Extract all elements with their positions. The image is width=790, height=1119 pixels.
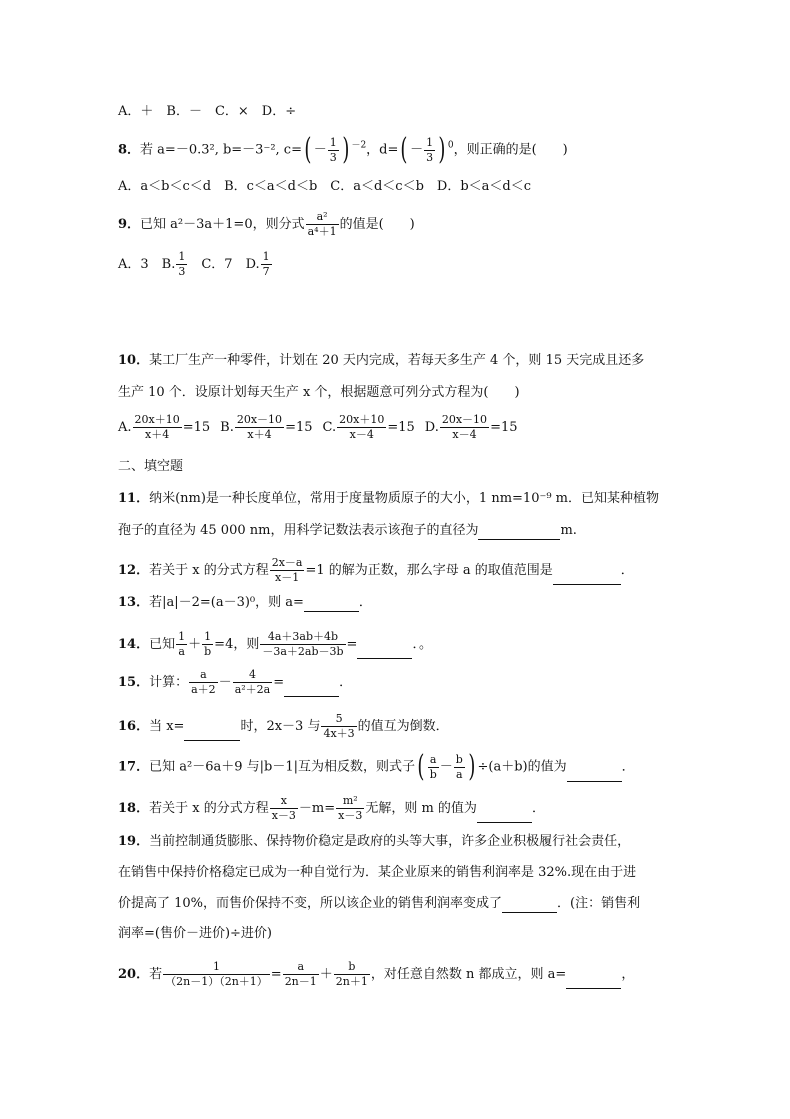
question-10-line2: 生产 10 个．设原计划每天生产 x 个，根据题意可列分式方程为( ) — [118, 385, 520, 400]
question-number: 16． — [118, 719, 150, 734]
minus-sign: － — [313, 142, 327, 158]
question-text: 纳米(nm)是一种长度单位，常用于度量物质原子的大小，1 nm=10⁻⁹ m．已知某种植物 — [149, 491, 660, 506]
question-suffix: m. — [560, 523, 577, 538]
question-text: 若关于 x 的分式方程 — [149, 563, 269, 578]
right-paren: ) — [438, 132, 446, 167]
fraction: $\frac{a}{2n-1}$ — [284, 960, 317, 988]
question-suffix: 的值互为倒数． — [357, 719, 449, 734]
fraction: $\frac{20x+10}{x+4}$ — [134, 413, 180, 441]
equals-sign: = — [346, 637, 358, 652]
answer-blank — [553, 570, 621, 585]
question-text: 计算： — [149, 675, 189, 690]
question-suffix: ．。 — [412, 637, 432, 652]
question-text: 若关于 x 的分式方程 — [149, 801, 269, 816]
answer-blank — [502, 898, 557, 913]
question-number: 19． — [118, 834, 150, 849]
minus-sign: － — [218, 675, 232, 690]
question-text: 当前控制通货膨胀、保持物价稳定是政府的头等大事，许多企业积极履行社会责任， — [149, 834, 631, 849]
question-11-line1 — [118, 490, 659, 508]
question-suffix: ，则正确的是( ) — [453, 142, 568, 158]
question-20 — [118, 960, 634, 989]
equals-sign: = — [270, 967, 282, 982]
minus-sign: － — [410, 142, 424, 158]
question-number: 10． — [118, 353, 150, 368]
fraction-b: $\frac{1}{3}$ — [178, 250, 186, 278]
question-text: 价提高了 10%，而售价保持不变，所以该企业的销售利润率变成了 — [118, 896, 503, 911]
fraction: $\frac{b}{a}$ — [455, 752, 463, 781]
question-text: ，对任意自然数 n 都成立，则 a= — [370, 967, 567, 982]
answer-blank — [566, 974, 621, 989]
question-text: =4，则 — [214, 637, 260, 652]
fraction: $\frac{b}{2n+1}$ — [335, 960, 368, 988]
question-text: 已知 a²－6a＋9 与|b－1|互为相反数，则式子 — [149, 759, 415, 775]
question-text: ÷(a＋b)的值为 — [477, 759, 567, 775]
question-number: 17． — [118, 759, 150, 775]
question-text: 无解，则 m 的值为 — [365, 801, 477, 816]
q8-options: A．a＜b＜c＜d B．c＜a＜d＜b C．a＜d＜c＜b D．b＜a＜d＜c — [118, 179, 532, 194]
equals-sign: = — [273, 675, 285, 690]
fraction-d: $\frac{1}{3}$ — [426, 135, 434, 164]
question-suffix: ． — [531, 801, 545, 816]
question-10-line1 — [118, 352, 644, 370]
question-suffix: ． — [358, 595, 372, 610]
question-text: －m= — [298, 801, 336, 816]
question-number: 20． — [118, 967, 150, 982]
option-rhs: =15 — [182, 420, 211, 435]
question-text: 某工厂生产一种零件，计划在 20 天内完成，若每天多生产 4 个，则 15 天完成且还多 — [149, 353, 645, 368]
minus-sign: － — [439, 759, 453, 775]
left-paren: ( — [304, 132, 312, 167]
question-suffix: ． — [621, 759, 635, 775]
question-text: 若|a|－2=(a－3)⁰，则 a= — [149, 595, 304, 610]
section-heading: 二、填空题 — [118, 459, 184, 474]
question-number: 14． — [118, 637, 150, 652]
option-label: A. — [118, 420, 132, 435]
answer-blank — [304, 597, 359, 612]
answer-blank — [477, 808, 532, 823]
question-17 — [118, 749, 635, 784]
question-number: 8． — [118, 142, 141, 158]
question-number: 15． — [118, 675, 150, 690]
question-9 — [118, 210, 415, 239]
question-text: 若 — [149, 967, 163, 982]
question-text: 已知 — [149, 637, 176, 652]
fraction: $\frac{20x-10}{x+4}$ — [236, 413, 283, 441]
fraction: $\frac{\text{a²}}{\text{a⁴＋1}}$ — [307, 210, 337, 238]
question-text: ．(注：销售利 — [557, 896, 641, 911]
question-text: 若 a=－0.3², b=－3⁻², c= — [140, 142, 302, 158]
fraction: $\frac{1}{b}$ — [204, 630, 212, 658]
answer-blank — [357, 644, 412, 659]
question-text: 时，2x－3 与 — [240, 719, 321, 734]
question-suffix: ． — [339, 675, 353, 690]
question-15 — [118, 668, 352, 697]
question-suffix: ． — [620, 563, 634, 578]
fraction: $\frac{2x-a}{x-1}$ — [271, 556, 303, 584]
fraction: $\frac{x}{x-3}$ — [271, 794, 296, 822]
exponent: 0 — [447, 140, 454, 151]
plus-sign: ＋ — [188, 637, 202, 652]
fraction: $\frac{20x+10}{x-4}$ — [339, 413, 385, 441]
option-c: C．7 D. — [188, 257, 260, 272]
fraction: $\frac{a}{a+2}$ — [191, 668, 216, 696]
option-rhs: =15 — [285, 420, 313, 435]
question-19-line3 — [118, 895, 640, 913]
fraction-d: $\frac{1}{7}$ — [262, 250, 270, 278]
fraction: $\frac{1}{a}$ — [178, 630, 186, 658]
plus-sign: ＋ — [319, 967, 333, 982]
option-label: B. — [220, 420, 234, 435]
answer-blank — [284, 682, 339, 697]
q7-options: A．＋ B．－ C．× D．÷ — [118, 104, 297, 119]
question-suffix: ， — [621, 967, 635, 982]
exponent: －2 — [351, 140, 367, 151]
question-suffix: 的值是( ) — [339, 217, 415, 232]
left-paren: ( — [400, 132, 408, 167]
fraction: $\frac{20x-10}{x-4}$ — [441, 413, 488, 441]
question-12 — [118, 556, 634, 585]
option-rhs: =15 — [387, 420, 415, 435]
option-label: C. — [322, 420, 337, 435]
option-a: A．3 B. — [118, 257, 176, 272]
q9-options — [118, 250, 273, 279]
q10-options — [118, 413, 518, 442]
question-16 — [118, 712, 449, 741]
question-number: 18． — [118, 801, 150, 816]
question-18 — [118, 794, 545, 823]
question-text: 当 x= — [149, 719, 185, 734]
fraction: $\frac{4a+3ab+4b}{-3a+2ab-3b}$ — [262, 630, 344, 658]
left-paren: ( — [417, 749, 425, 784]
right-paren: ) — [342, 132, 350, 167]
right-paren: ) — [468, 749, 476, 784]
question-number: 9． — [118, 217, 141, 232]
question-number: 13． — [118, 595, 150, 610]
fraction-c: $\frac{1}{3}$ — [329, 135, 337, 164]
question-number: 11． — [118, 491, 150, 506]
question-13 — [118, 594, 372, 612]
question-14 — [118, 630, 432, 659]
answer-blank — [567, 767, 622, 782]
question-number: 12． — [118, 563, 150, 578]
fraction: $\frac{a}{b}$ — [429, 752, 437, 781]
question-text: 已知 a²－3a＋1=0，则分式 — [140, 217, 305, 232]
option-rhs: =15 — [490, 420, 518, 435]
fraction: $\frac{\text{m²}}{x-3}$ — [338, 794, 363, 822]
question-text: 孢子的直径为 45 000 nm，用科学记数法表示该孢子的直径为 — [118, 523, 479, 538]
fraction: $\frac{5}{4x+3}$ — [323, 712, 355, 740]
d-label: ，d= — [366, 142, 399, 158]
option-label: D. — [424, 420, 439, 435]
question-19-line2: 在销售中保持价格稳定已成为一种自觉行为．某企业原来的销售利润率是 32%.现在由于进 — [118, 865, 637, 880]
question-11-line2 — [118, 522, 577, 540]
question-19-line4: 润率=(售价－进价)÷进价) — [118, 926, 273, 941]
fraction: $\frac{4}{\text{a²＋2a}}$ — [234, 668, 271, 696]
question-text: =1 的解为正数，那么字母 a 的取值范围是 — [305, 563, 553, 578]
question-19-line1 — [118, 833, 630, 851]
fraction: $\frac{1}{(2n-1)(2n+1)}$ — [165, 960, 268, 988]
answer-blank — [184, 726, 240, 741]
question-8 — [118, 132, 568, 167]
answer-blank — [478, 525, 560, 540]
